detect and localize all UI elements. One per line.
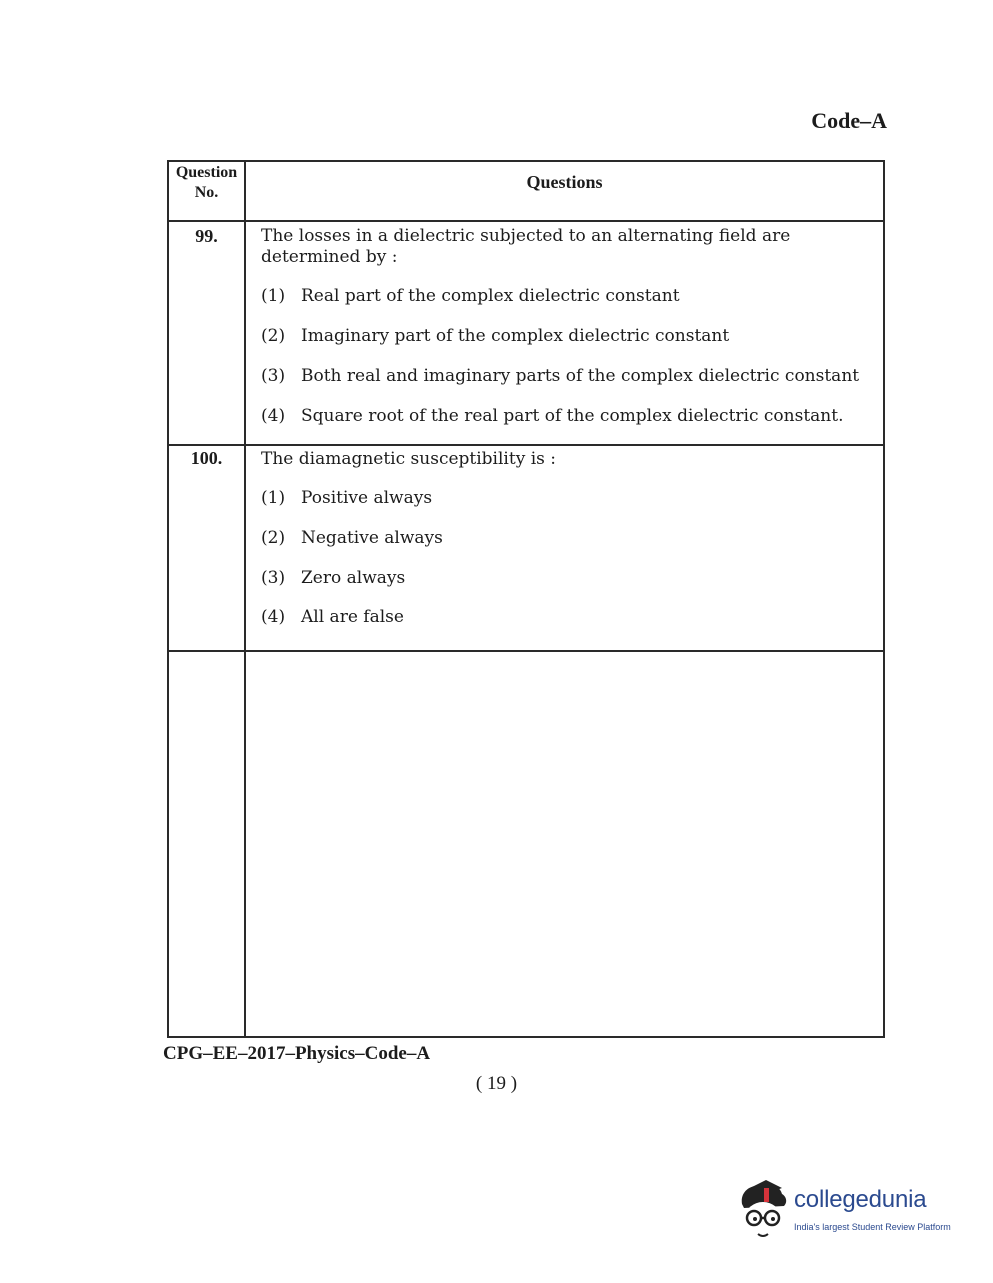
header-divider xyxy=(169,220,883,222)
header-question-no xyxy=(169,162,244,203)
header-question-no-label: Question No. xyxy=(175,164,238,201)
option-text: Real part of the complex dielectric constant xyxy=(301,286,680,306)
option-item xyxy=(261,326,729,346)
option-text: Zero always xyxy=(301,568,406,588)
option-item xyxy=(261,406,843,426)
collegedunia-logo-icon xyxy=(736,1178,792,1242)
option-item xyxy=(261,607,404,627)
page-code-label: Code–A xyxy=(811,108,887,133)
option-item xyxy=(261,528,443,548)
question-table xyxy=(167,160,885,1038)
row-divider xyxy=(169,650,883,652)
footer-paper-code: CPG–EE–2017–Physics–Code–A xyxy=(163,1043,431,1064)
option-text: All are false xyxy=(301,607,404,627)
option-item xyxy=(261,286,680,306)
brand-name: collegedunia xyxy=(794,1186,927,1213)
question-stem: The diamagnetic susceptibility is : xyxy=(261,449,557,469)
option-text: Imaginary part of the complex dielectric constant xyxy=(301,326,730,346)
option-number: (4) xyxy=(261,406,286,426)
option-text: Square root of the real part of the complex dielectric constant. xyxy=(301,406,844,426)
option-number: (4) xyxy=(261,607,286,627)
question-stem: The losses in a dielectric subjected to an alternating field are determined by : xyxy=(261,226,791,267)
question-number: 100. xyxy=(190,448,223,468)
option-item xyxy=(261,568,405,588)
option-number: (1) xyxy=(261,286,286,306)
option-number: (2) xyxy=(261,528,286,548)
page-number: ( 19 ) xyxy=(475,1073,518,1094)
option-item xyxy=(261,366,859,386)
option-item xyxy=(261,488,432,508)
question-number: 99. xyxy=(195,226,218,246)
option-number: (3) xyxy=(261,366,286,386)
header-questions: Questions xyxy=(526,172,603,192)
option-number: (2) xyxy=(261,326,286,346)
option-text: Both real and imaginary parts of the complex dielectric constant xyxy=(301,366,860,386)
option-text: Positive always xyxy=(301,488,433,508)
row-divider xyxy=(169,444,883,446)
brand-tagline: India's largest Student Review Platform xyxy=(794,1222,951,1232)
option-number: (3) xyxy=(261,568,286,588)
collegedunia-watermark xyxy=(736,1178,966,1242)
option-text: Negative always xyxy=(301,528,443,548)
option-number: (1) xyxy=(261,488,286,508)
column-divider xyxy=(244,162,246,1036)
